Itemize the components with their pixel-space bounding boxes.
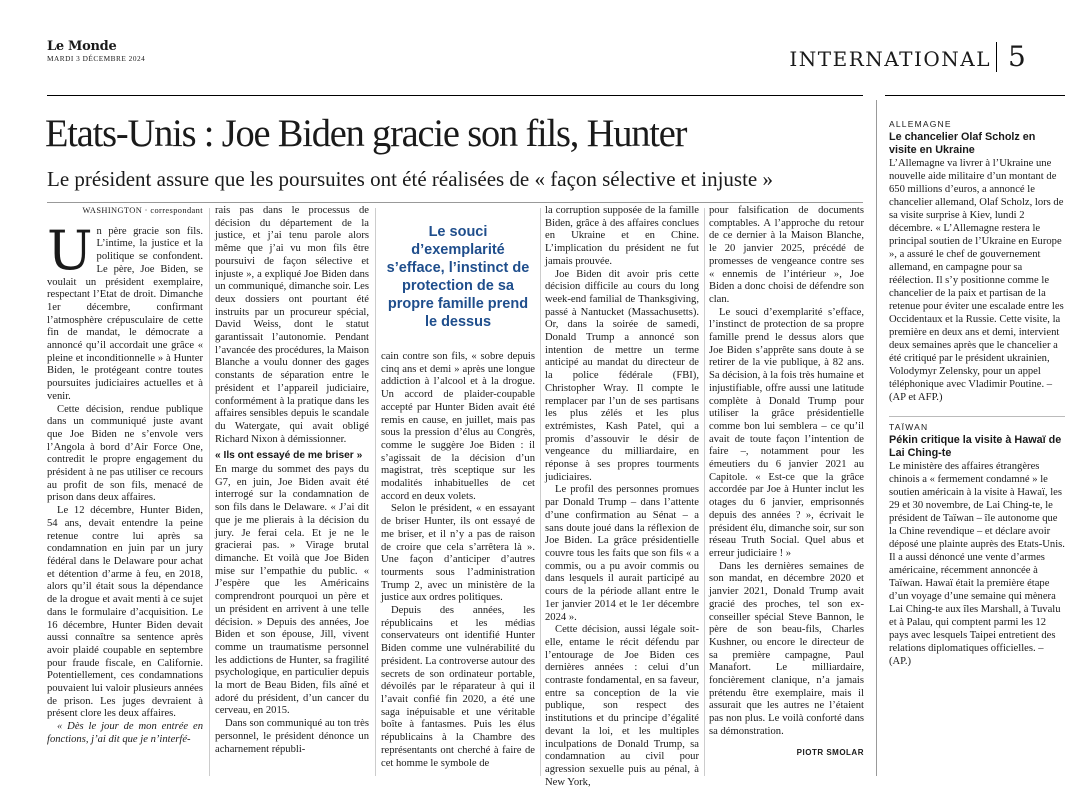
paragraph: En marge du sommet des pays du G7, en juin, Joe Biden avait été interrogé sur la condamnation de son fils dans le Delaware. « J’ai dit que je me plierais à la décision du jury. Je ferai cela. Et je ne le gracierai pas. » Virage brutal dimanche. Et voilà que Joe Biden mise sur l’empathie du public. « J’espère que les Américains comprendront pourquoi un père et un président en arrivent à une telle décision. » Depuis des années, Joe Biden et son épouse, Jill, vivent comme un traumatisme personnel les addictions de Hunter, sa fragilité psychologique, en particulier depuis la mort de Beau Biden, fils aîné et adoré du président, d’un cancer du cerveau, en 2015. <box>215 464 369 717</box>
section-divider <box>996 42 997 72</box>
article-subhead: « Ils ont essayé de me briser » <box>215 450 363 462</box>
paragraph: Cette décision, rendue publique dans un communiqué juste avant que Joe Biden ne s’envole vers l’Angola à bord d’Air Force One, contredit le propre engagement du président à ne pas utiliser ce recours au profit de son fils, menacé de prison dans deux affaires. <box>47 403 203 504</box>
paragraph: Le souci d’exemplarité s’efface, l’instinct de protection de sa propre famille prend le dessus alors que Joe Biden s’apprête sans doute à se retirer de la vie publique, à 82 ans. Sa décision, à la fois très humaine et injustifiable, offre aussi une latitude complète à Donald Trump pour utiliser la grâce présidentielle comme bon lui semblera – ce qu’il avait de toute façon l’intention de faire –, notamment pour les émeutiers du 6 janvier 2021 au Capitole. « Est-ce que la grâce accordée par Joe à Hunter inclut les otages du 6 janvier, emprisonnés depuis des années ? », écrivait le président élu, dimanche soir, sur son réseau Truth Social. Quel abus et erreur judiciaire ! » <box>709 306 864 559</box>
paragraph: Dans les dernières semaines de son mandat, en décembre 2020 et janvier 2021, Donald Trump avait gracié des proches, tel son ex-conseiller spécial Steve Bannon, le père de son beau-fils, Charles Kushner, ou encore le directeur de sa première campagne, Paul Manafort. Le milliardaire, foncièrement clanique, n’a jamais prétendu être exemplaire, mais il assurait que les autres ne l’étaient pas non plus. Le voilà conforté dans sa démonstration. <box>709 560 864 737</box>
article-standfirst: Le président assure que les poursuites ont été réalisées de « façon sélective et injuste » <box>47 167 773 191</box>
issue-date: MARDI 3 DÉCEMBRE 2024 <box>47 54 146 63</box>
article-dateline: WASHINGTON · correspondant <box>82 206 203 215</box>
article-column-2 <box>215 205 369 756</box>
article-headline: Etats-Unis : Joe Biden gracie son fils, Hunter <box>45 112 687 155</box>
brief-body: Le ministère des affaires étrangères chinois a « fermement condamné » le soutien américain à la visite à Hawaï, les 29 et 30 novembre, de Lai Ching-te, le président de Taïwan – île autonome que la Chine revendique – et déclare avoir déposé une plainte auprès des Etats-Unis. Il a aussi dénoncé une vente d’armes américaine, récemment annoncée à Taïwan. Hawaï était la première étape d’un voyage d’une semaine qui mènera Lai Ching-te aux îles Marshall, à Tuvalu et à Palau, qui comptent parmi les 12 pays avec lesquels Taipei entretient des relations diplomatiques officielles. – (AP.) <box>889 461 1065 667</box>
masthead <box>47 40 145 63</box>
paragraph <box>47 218 203 404</box>
paragraph: Le profil des personnes promues par Donald Trump – dans l’attente d’une confirmation au Sénat – a sans doute joué dans la réflexion de Joe Biden. La grâce présidentielle couvre tous les faits que son fils « a commis, ou a pu avoir commis ou dans lesquels il aurait participé au cours de la période allant entre le 1er janvier 2014 et le 1er décembre 2024 ». <box>545 484 699 623</box>
paragraph: rais pas dans le processus de décision du département de la justice, et j’ai tenu parole alors même que j’ai vu mon fils être poursuivi de façon sélective et injuste », a expliqué Joe Biden dans un communiqué, dimanche soir. Les deux dossiers ont pourtant été instruits par un procureur spécial, David Weiss, dont le statut garantissait l’autonomie. Pendant l’avancée des procédures, la Maison Blanche a voulu donner des gages constants de séparation entre le président et l’appareil judiciaire, conformément à la pratique dans les affaires sensibles depuis le scandale du Watergate, qui avait obligé Richard Nixon à démissionner. <box>215 205 369 445</box>
sidebar-header-rule <box>885 95 1065 96</box>
header-rule <box>47 95 863 96</box>
drop-cap: U <box>47 218 93 282</box>
column-divider <box>375 208 376 776</box>
brief-title: Le chancelier Olaf Scholz en visite en Ukraine <box>889 131 1036 156</box>
paragraph-text: n père gracie son fils. L’intime, la justice et la politique se confondent. Le père, Joe Biden, se voulait un président exemplaire, respectant l’Etat de droit. Dimanche 1er décembre, confirmant l’atmosphère crépusculaire de cette fin de mandat, le démocrate a annoncé qu’il accordait une grâce « pleine et inconditionnelle » à Hunter Biden, le protégeant contre toutes poursuites judiciaires actuelles et à venir. <box>47 225 203 402</box>
column-divider <box>540 208 541 776</box>
paragraph: Cette décision, aussi légale soit-elle, entame le récit défendu par l’entourage de Joe Biden ces dernières années : celui d’un contraste fondamental, en sa faveur, entre sa conception de la vie publique, son respect des institutions et du principe d’égalité devant la loi, et les multiples inculpations de Donald Trump, sa condamnation au civil pour agression sexuelle puis au pénal, à New York, <box>545 624 699 787</box>
article-column-4 <box>545 205 699 787</box>
paragraph: Le 12 décembre, Hunter Biden, 54 ans, devait entendre la peine retenue contre lui après sa condamnation en juin par un jury fédéral dans le Delaware pour achat et détention d’arme à feu, en 2018, alors qu’il était sous la dépendance de la drogue et avait menti à ce sujet dans le formulaire d’acquisition. Le 16 décembre, Hunter Biden devait aussi connaître sa sentence après avoir plaidé coupable en septembre pour fraude fiscale, en Californie. Potentiellement, ces condamnations pouvaient lui valoir plusieurs années de prison. Les juges devraient à présent clore les deux affaires. <box>47 505 203 720</box>
brief-title: Pékin critique la visite à Hawaï de Lai Ching-te <box>889 434 1062 459</box>
paragraph: Joe Biden dit avoir pris cette décision difficile au cours du long week-end familial de Thanksgiving, passé à Nantucket (Massachusetts). Or, dans la soirée de samedi, Donald Trump a annoncé son intention de mettre un terme anticipé au mandat du directeur de la police fédérale (FBI), Christopher Wray. Il compte le remplacer par l’un de ses partisans les plus zélés et les plus extrémistes, Kash Patel, qui a promis d’assouvir le désir de vengeance du milliardaire, en réponse à ses propres tourments judiciaires. <box>545 268 699 483</box>
article-column-1 <box>47 205 203 747</box>
page-number: 5 <box>1008 40 1026 73</box>
paragraph: Selon le président, « en essayant de briser Hunter, ils ont essayé de me briser, et il n’y a pas de raison de croire que cela s’arrêtera là ». Une façon d’anticiper d’autres tourments sous l’administration Trump 2, avec un ministère de la justice aux ordres politiques. <box>381 503 535 604</box>
brief-kicker: TAÏWAN <box>889 422 929 432</box>
column-divider <box>209 208 210 776</box>
paragraph: la corruption supposée de la famille Biden, grâce à des affaires conclues en Ukraine et en Chine. L’implication du président ne fut jamais prouvée. <box>545 205 699 267</box>
paragraph: cain contre son fils, « sobre depuis cinq ans et demi » après une longue addiction à l’alcool et à la drogue. Un accord de plaider-coupable accepté par Hunter Biden avait été remis en cause, en juillet, mais pas sous la pression d’élus au Congrès, comme le suggère Joe Biden : il s’agissait de la décision d’un magistrat, très sceptique sur les modalités inhabituelles de cet accord en deux volets. <box>381 351 535 502</box>
sidebar-divider <box>876 100 877 776</box>
paragraph: Dans son communiqué au ton très personnel, le président dénonce un acharnement républi- <box>215 718 369 755</box>
section-name: INTERNATIONAL <box>789 47 991 71</box>
column-divider <box>704 208 705 776</box>
paragraph: pour falsification de documents comptables. A l’approche du retour de ce dernier à la Maison Blanche, le 20 janvier 2025, précédé de promesses de vengeance contre ses « ennemis de l’intérieur », Joe Biden a donc choisi de défendre son clan. <box>709 205 864 305</box>
author-signature: PIOTR SMOLAR <box>796 747 864 757</box>
brief-divider <box>889 416 1065 417</box>
article-column-5 <box>709 205 864 759</box>
newspaper-logo: Le Monde <box>47 39 117 54</box>
paragraph: « Dès le jour de mon entrée en fonctions, j’ai dit que je n’interfé- <box>47 721 203 745</box>
article-column-3 <box>381 205 535 770</box>
standfirst-rule <box>47 202 863 203</box>
pull-quote: Le souci d’exemplarité s’efface, l’instinct de protection de sa propre famille prend le dessus <box>386 224 530 330</box>
brief-kicker: ALLEMAGNE <box>889 119 952 129</box>
news-briefs-sidebar <box>889 100 1065 668</box>
paragraph: Depuis des années, les républicains et les médias conservateurs ont identifié Hunter Biden comme une vulnérabilité du président. La controverse autour des secrets de son ordinateur portable, dévoilés par le réparateur à qui il l’avait confié fin 2020, a été une saga inépuisable et une véritable boîte à fantasmes. Puis les élus républicains à la Chambre des représentants ont cherché à faire de cet homme le symbole de <box>381 605 535 769</box>
brief-body: L’Allemagne va livrer à l’Ukraine une nouvelle aide militaire d’un montant de 650 millions d’euros, a annoncé le chancelier allemand, Olaf Scholz, lors de sa visite surprise à Kiev, lundi 2 décembre. « L’Allemagne restera le principal soutien de l’Ukraine en Europe », a assuré le chef de gouvernement allemand, en campagne pour sa réélection. Il s’y positionne comme le chancelier de la paix et partisan de la retenue pour éviter une escalade entre les Occidentaux et la Russie. Cette visite, la première en deux ans et demi, intervient deux semaines après que le chancelier a été critiqué par le président ukrainien, Volodymyr Zelensky, pour un appel téléphonique avec Vladimir Poutine. – (AP et AFP.) <box>889 158 1064 403</box>
